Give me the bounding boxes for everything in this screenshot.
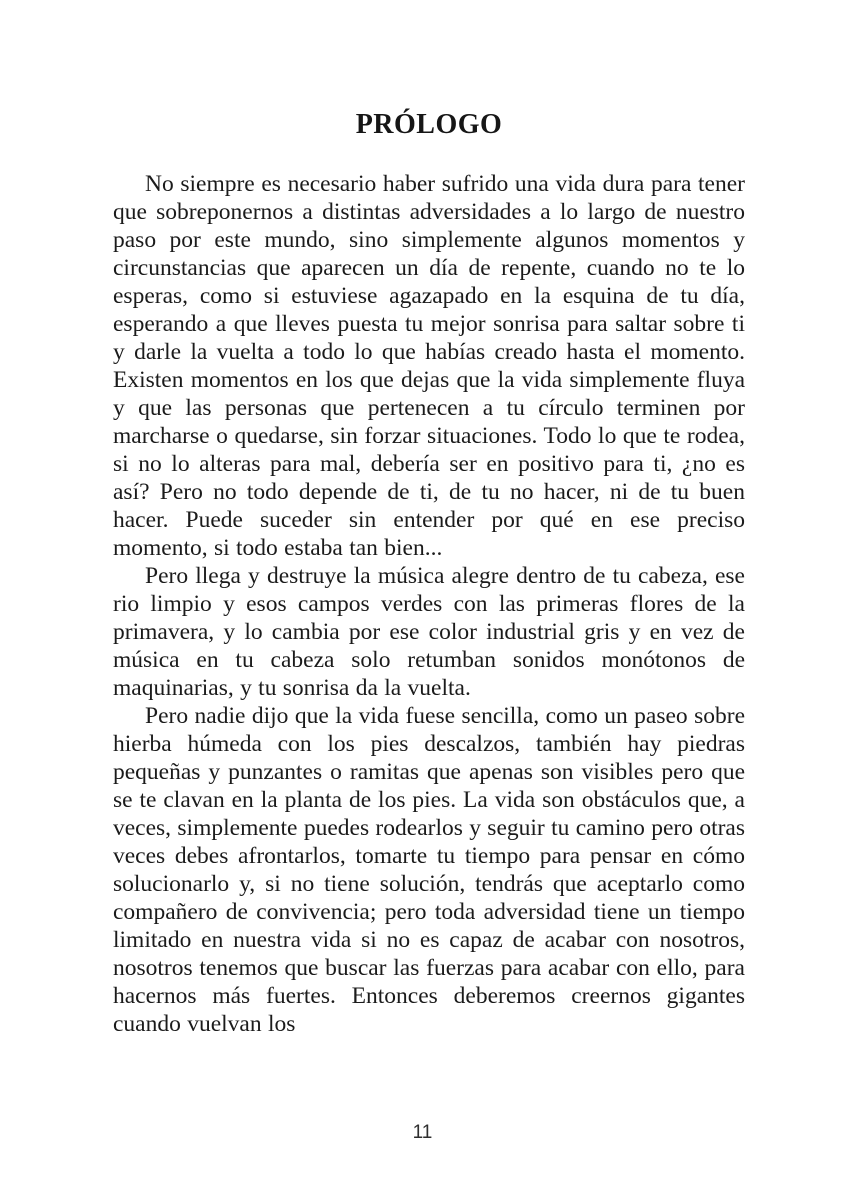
page-number: 11 xyxy=(412,1122,433,1143)
body-text xyxy=(113,170,745,1038)
page-title: PRÓLOGO xyxy=(355,109,503,140)
paragraph-3: Pero nadie dijo que la vida fuese sencilla, como un paseo sobre hierba húmeda con los pies descalzos, también hay piedras pequeñas y punzantes o ramitas que apenas son visibles pero que se te clavan en la planta de los pies. La vida son obstáculos que, a veces, simplemente puedes rodearlos y seguir tu camino pero otras veces debes afrontarlos, tomarte tu tiempo para pensar en cómo solucionarlo y, si no tiene solución, tendrás que aceptarlo como compañero de convivencia; pero toda adversidad tiene un tiempo limitado en nuestra vida si no es capaz de acabar con nosotros, nosotros tenemos que buscar las fuerzas para acabar con ello, para hacernos más fuertes. Entonces deberemos creernos gigantes cuando vuelvan los xyxy=(113,703,746,1037)
paragraph-2: Pero llega y destruye la música alegre dentro de tu cabeza, ese rio limpio y esos campos verdes con las primeras flores de la primavera, y lo cambia por ese color industrial gris y en vez de música en tu cabeza solo retumban sonidos monótonos de maquinarias, y tu sonrisa da la vuelta. xyxy=(113,563,745,701)
paragraph-1: No siempre es necesario haber sufrido una vida dura para tener que sobreponernos a distintas adversidades a lo largo de nuestro paso por este mundo, sino simplemente algunos momentos y circunstancias que aparecen un día de repente, cuando no te lo esperas, como si estuviese agazapado en la esquina de tu día, esperando a que lleves puesta tu mejor sonrisa para saltar sobre ti y darle la vuelta a todo lo que habías creado hasta el momento. Existen momentos en los que dejas que la vida simplemente fluya y que las personas que pertenecen a tu círculo terminen por marcharse o quedarse, sin forzar situaciones. Todo lo que te rodea, si no lo alteras para mal, debería ser en positivo para ti, ¿no es así? Pero no todo depende de ti, de tu no hacer, ni de tu buen hacer. Puede suceder sin entender por qué en ese preciso momento, si todo estaba tan bien... xyxy=(113,171,745,561)
